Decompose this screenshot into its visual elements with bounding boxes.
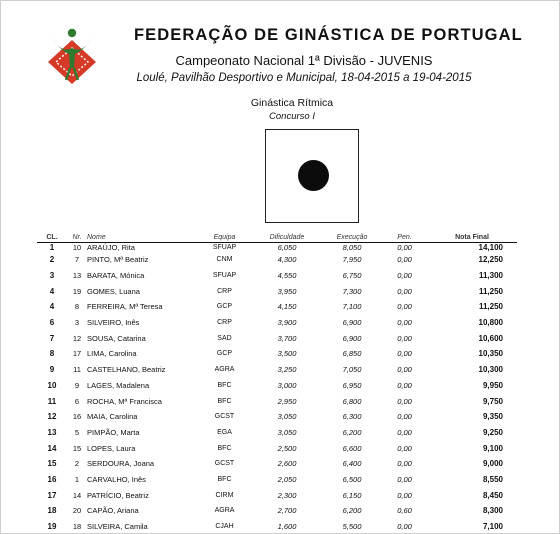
table-row: [37, 519, 517, 534]
row-difficulty: 2,950: [277, 396, 297, 406]
row-team: CIRM: [215, 491, 234, 499]
row-name: LIMA, Carolina: [87, 349, 137, 359]
row-final: 11,250: [478, 302, 503, 312]
table-row: [37, 440, 517, 456]
apparatus-emblem: [265, 129, 359, 223]
row-difficulty: 2,700: [277, 506, 297, 516]
row-team: AGRA: [214, 507, 235, 515]
row-team: SAD: [217, 334, 232, 342]
row-team: GCST: [214, 413, 235, 421]
row-number: 7: [74, 255, 80, 265]
row-team: SFUAP: [212, 272, 237, 280]
row-execution: 7,050: [342, 365, 362, 375]
table-row: [37, 252, 517, 268]
row-rank: 9: [49, 365, 55, 375]
row-penalty: 0,00: [397, 522, 412, 532]
row-number: 20: [72, 506, 82, 516]
row-difficulty: 4,550: [277, 271, 297, 281]
row-execution: 6,950: [342, 380, 362, 390]
row-name: PIMPÃO, Marta: [87, 427, 140, 437]
table-row: [37, 393, 517, 409]
row-execution: 6,150: [342, 490, 362, 500]
row-execution: 6,850: [342, 349, 362, 359]
row-number: 15: [72, 443, 82, 453]
row-rank: 6: [49, 318, 55, 328]
table-row: [37, 487, 517, 503]
row-team: BFC: [217, 381, 232, 389]
row-team: BFC: [217, 444, 232, 452]
row-difficulty: 2,500: [277, 443, 297, 453]
row-execution: 6,800: [342, 396, 362, 406]
row-number: 13: [72, 271, 82, 281]
row-name: LAGES, Madalena: [87, 380, 150, 390]
row-difficulty: 1,600: [277, 522, 297, 532]
row-number: 3: [74, 318, 80, 328]
row-name: CASTELHANO, Beatriz: [87, 365, 166, 375]
row-number: 19: [72, 286, 82, 296]
row-penalty: 0,00: [397, 490, 412, 500]
table-row: [37, 425, 517, 441]
row-name: CAPÃO, Ariana: [87, 506, 139, 516]
row-difficulty: 2,600: [277, 459, 297, 469]
row-number: 18: [72, 522, 82, 532]
row-team: BFC: [217, 397, 232, 405]
row-team: GCP: [216, 303, 233, 311]
row-final: 11,300: [478, 271, 503, 281]
row-rank: 12: [47, 412, 57, 422]
row-execution: 6,900: [342, 318, 362, 328]
row-penalty: 0,00: [397, 474, 412, 484]
row-penalty: 0,00: [397, 349, 412, 359]
results-body: [37, 243, 517, 534]
row-rank: 18: [47, 506, 57, 516]
row-execution: 7,950: [342, 255, 362, 265]
row-execution: 8,050: [342, 243, 362, 252]
row-final: 7,100: [482, 522, 503, 532]
row-rank: 8: [49, 349, 55, 359]
row-number: 14: [72, 490, 82, 500]
row-penalty: 0,00: [397, 255, 412, 265]
row-difficulty: 3,050: [277, 427, 297, 437]
table-row: [37, 299, 517, 315]
row-rank: 7: [49, 333, 55, 343]
row-penalty: 0,00: [397, 271, 412, 281]
row-execution: 6,400: [342, 459, 362, 469]
row-difficulty: 4,300: [277, 255, 297, 265]
row-team: GCST: [214, 460, 235, 468]
row-team: AGRA: [214, 366, 235, 374]
table-row: [37, 346, 517, 362]
row-name: PINTO, Mª Beatriz: [87, 255, 149, 265]
row-number: 1: [74, 474, 80, 484]
row-rank: 10: [47, 380, 57, 390]
table-row: [37, 472, 517, 488]
row-final: 8,450: [482, 490, 503, 500]
row-penalty: 0,00: [397, 243, 412, 252]
row-difficulty: 4,150: [277, 302, 297, 312]
row-name: GOMES, Luana: [87, 286, 140, 296]
row-final: 10,350: [478, 349, 503, 359]
row-rank: 4: [49, 302, 55, 312]
row-penalty: 0,00: [397, 380, 412, 390]
row-number: 10: [72, 243, 82, 252]
row-team: CJAH: [215, 523, 234, 531]
row-name: SOUSA, Catarina: [87, 333, 146, 343]
row-penalty: 0,00: [397, 427, 412, 437]
row-penalty: 0,00: [397, 443, 412, 453]
row-team: CRP: [217, 287, 232, 295]
row-rank: 16: [47, 474, 57, 484]
row-final: 9,100: [482, 443, 503, 453]
row-penalty: 0,60: [397, 506, 412, 516]
col-final-header: Nota Final: [455, 234, 489, 241]
row-final: 14,100: [427, 243, 517, 253]
row-difficulty: 3,700: [277, 333, 297, 343]
row-penalty: 0,00: [397, 396, 412, 406]
table-row: [37, 378, 517, 394]
row-number: 12: [72, 333, 82, 343]
table-row: [37, 456, 517, 472]
col-name-header: Nome: [87, 234, 106, 241]
table-row: [37, 362, 517, 378]
row-execution: 5,500: [342, 522, 362, 532]
row-difficulty: 3,500: [277, 349, 297, 359]
row-penalty: 0,00: [397, 459, 412, 469]
row-rank: 2: [49, 255, 55, 265]
row-rank: 4: [49, 286, 55, 296]
row-execution: 7,300: [342, 286, 362, 296]
row-rank: 13: [47, 427, 57, 437]
row-rank: 1: [49, 243, 55, 252]
table-row: [37, 330, 517, 346]
row-execution: 6,300: [342, 412, 362, 422]
venue-date: Loulé, Pavilhão Desportivo e Municipal, 18-04-2015 a 19-04-2015: [136, 72, 472, 84]
row-difficulty: 3,950: [277, 286, 297, 296]
round-label: Concurso I: [269, 111, 315, 122]
row-final: 9,350: [482, 412, 503, 422]
results-table: [37, 233, 517, 534]
row-execution: 6,900: [342, 333, 362, 343]
row-penalty: 0,00: [397, 286, 412, 296]
row-final: 9,250: [482, 427, 503, 437]
row-final: 8,300: [482, 506, 503, 516]
row-team: CNM: [216, 256, 233, 264]
col-execution-header: Execução: [336, 234, 368, 241]
ball-icon: [298, 160, 329, 191]
table-row: [37, 409, 517, 425]
discipline-label: Ginástica Rítmica: [250, 97, 334, 109]
row-name: SILVEIRA, Camila: [87, 522, 148, 532]
table-row: [37, 268, 517, 284]
table-row: [37, 315, 517, 331]
row-final: 8,550: [482, 474, 503, 484]
row-number: 2: [74, 459, 80, 469]
row-name: SILVEIRO, Inês: [87, 318, 140, 328]
row-number: 5: [74, 427, 80, 437]
row-execution: 7,100: [342, 302, 362, 312]
row-penalty: 0,00: [397, 302, 412, 312]
row-name: PATRÍCIO, Beatriz: [87, 490, 149, 500]
row-number: 9: [74, 380, 80, 390]
row-penalty: 0,00: [397, 333, 412, 343]
row-rank: 3: [49, 271, 55, 281]
row-penalty: 0,00: [397, 318, 412, 328]
row-team: EGA: [217, 428, 232, 436]
row-difficulty: 3,050: [277, 412, 297, 422]
row-name: LOPES, Laura: [87, 443, 136, 453]
row-penalty: 0,00: [397, 412, 412, 422]
table-row: [37, 243, 517, 253]
row-difficulty: 2,300: [277, 490, 297, 500]
row-name: BARATA, Mónica: [87, 271, 145, 281]
row-difficulty: 3,900: [277, 318, 297, 328]
row-name: ARAÚJO, Rita: [87, 243, 135, 252]
row-difficulty: 3,250: [277, 365, 297, 375]
col-number-header: Nr.: [72, 234, 82, 241]
row-final: 9,750: [482, 396, 503, 406]
table-header-row: [37, 233, 517, 243]
table-row: [37, 283, 517, 299]
col-team-header: Equipa: [213, 234, 236, 241]
row-final: 10,800: [478, 318, 503, 328]
row-difficulty: 3,000: [277, 380, 297, 390]
federation-title: FEDERAÇÃO DE GINÁSTICA DE PORTUGAL: [134, 26, 523, 44]
col-rank-header: CL.: [46, 234, 58, 241]
row-name: FERREIRA, Mª Teresa: [87, 302, 163, 312]
row-team: SFUAP: [212, 244, 237, 251]
row-difficulty: 6,050: [277, 243, 297, 252]
row-name: ROCHA, Mª Francisca: [87, 396, 162, 406]
row-final: 12,250: [478, 255, 503, 265]
competition-title: Campeonato Nacional 1ª Divisão - JUVENIS: [175, 53, 433, 68]
row-name: CARVALHO, Inês: [87, 474, 146, 484]
row-final: 10,600: [478, 333, 503, 343]
row-difficulty: 2,050: [277, 474, 297, 484]
row-number: 6: [74, 396, 80, 406]
row-final: 9,950: [482, 380, 503, 390]
col-difficulty-header: Dificuldade: [269, 234, 305, 241]
row-rank: 14: [47, 443, 57, 453]
row-number: 11: [73, 365, 81, 375]
row-final: 9,000: [482, 459, 503, 469]
row-number: 17: [72, 349, 82, 359]
row-name: MAIA, Carolina: [87, 412, 138, 422]
table-row: [37, 503, 517, 519]
row-name: SERDOURA, Joana: [87, 459, 155, 469]
row-rank: 17: [47, 490, 57, 500]
row-rank: 19: [47, 522, 57, 532]
row-penalty: 0,00: [397, 365, 412, 375]
row-number: 8: [74, 302, 80, 312]
row-execution: 6,200: [342, 427, 362, 437]
row-team: CRP: [217, 319, 232, 327]
row-rank: 11: [47, 396, 57, 406]
row-execution: 6,200: [342, 506, 362, 516]
row-final: 11,250: [478, 286, 503, 296]
row-team: BFC: [217, 475, 232, 483]
row-rank: 15: [47, 459, 57, 469]
row-team: GCP: [216, 350, 233, 358]
row-execution: 6,600: [342, 443, 362, 453]
row-number: 16: [72, 412, 82, 422]
row-execution: 6,500: [342, 474, 362, 484]
col-penalty-header: Pen.: [397, 234, 412, 241]
row-final: 10,300: [478, 365, 503, 375]
row-execution: 6,750: [342, 271, 362, 281]
